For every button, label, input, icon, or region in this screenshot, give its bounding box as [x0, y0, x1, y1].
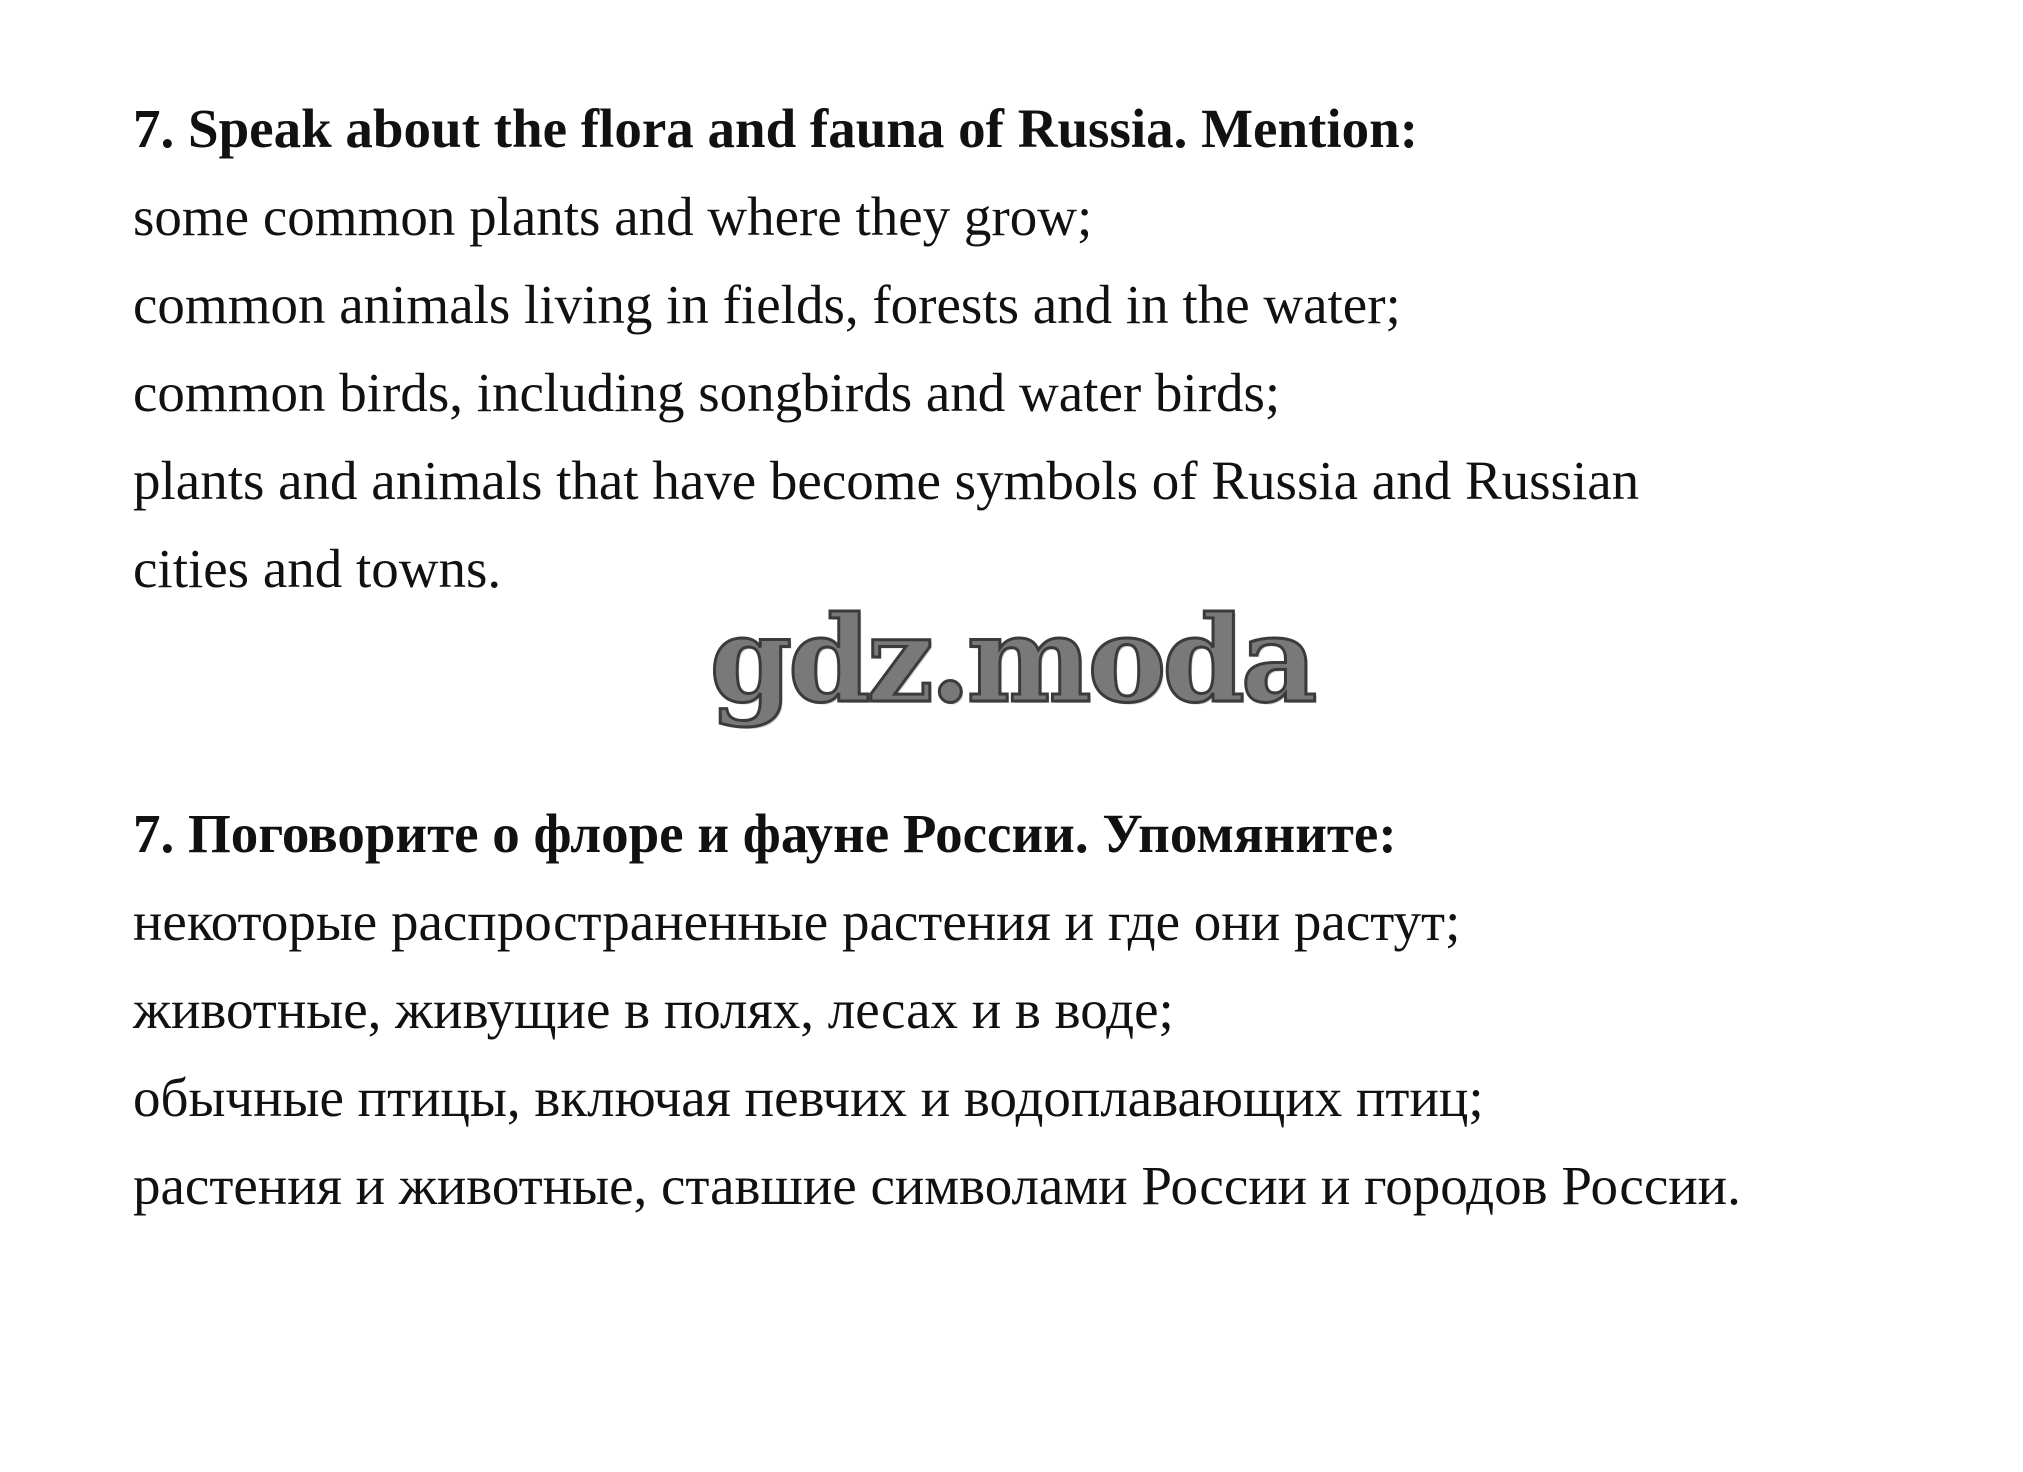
english-task-heading: 7. Speak about the flora and fauna of Russia. Mention: [133, 98, 1419, 159]
english-task-line: some common plants and where they grow; [133, 186, 1093, 247]
english-task-line: common birds, including songbirds and water birds; [133, 362, 1281, 423]
watermark-text: gdz.moda [709, 590, 1314, 729]
russian-task-line: животные, живущие в полях, лесах и в воде; [133, 979, 1174, 1040]
english-task-block [133, 85, 1933, 613]
russian-task-line: обычные птицы, включая певчих и водоплавающих птиц; [133, 1067, 1484, 1128]
english-task-line: common animals living in fields, forests and in the water; [133, 274, 1401, 335]
russian-task-heading: 7. Поговорите о флоре и фауне России. Упомяните: [133, 803, 1397, 864]
russian-task-line: растения и животные, ставшие символами России и городов России. [133, 1155, 1741, 1216]
russian-task-block [133, 790, 1933, 1230]
russian-task-line: некоторые распространенные растения и где они растут; [133, 891, 1461, 952]
english-task-line: cities and towns. [133, 538, 502, 599]
english-task-line: plants and animals that have become symbols of Russia and Russian [133, 450, 1640, 511]
